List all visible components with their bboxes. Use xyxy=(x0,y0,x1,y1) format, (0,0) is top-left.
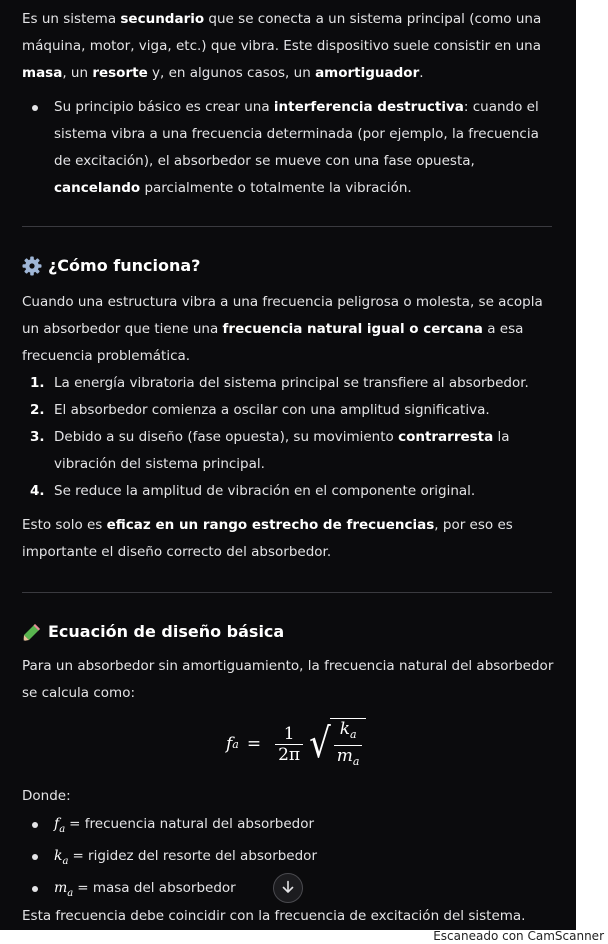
section-title: Ecuación de diseño básica xyxy=(48,622,285,641)
variable-item: $m_a$ = masa del absorbedor xyxy=(54,875,454,907)
how-it-works-paragraph: Cuando una estructura vibra a una frecuencia peligrosa o molesta, se acopla un absorbedor que tiene una frecuencia natural igual o cercana a esa frecuencia problemática. xyxy=(22,294,543,364)
step-item: 2. El absorbedor comienza a oscilar con una amplitud significativa. xyxy=(30,402,490,418)
principle-item: Su principio básico es crear una interferencia destructiva: cuando el sistema vibra a una frecuencia determinada (por ejemplo, la frecuencia de excitación), el absorbedor se mueve con una fase opuesta, cancelando parcialmente o totalmente la vibración. xyxy=(54,94,560,202)
divider xyxy=(22,592,552,593)
scroll-down-button[interactable] xyxy=(273,873,303,903)
step-item: 4. Se reduce la amplitud de vibración en el componente original. xyxy=(30,483,476,499)
natural-frequency-formula: f a = $\frac{1}{2\pi}$ √ $\frac{k_a}{m_a}$ xyxy=(226,716,366,772)
principle-list xyxy=(22,94,560,202)
variable-item: $k_a$ = rigidez del resorte del absorbedor xyxy=(54,843,454,875)
variable-item: $f_a$ = frecuencia natural del absorbedor xyxy=(54,811,454,843)
square-root: √ $\frac{k_a}{m_a}$ xyxy=(309,716,366,772)
section-heading-ecuacion xyxy=(22,620,284,644)
intro-paragraph: Es un sistema secundario que se conecta a un sistema principal (como una máquina, motor, viga, etc.) que vibra. Este dispositivo suele consistir en una masa, un resorte y, en algunos casos, un amortiguador. xyxy=(22,11,542,81)
formula-intro-paragraph: Para un absorbedor sin amortiguamiento, la frecuencia natural del absorbedor se calcula como: xyxy=(22,658,554,701)
section-heading-como-funciona xyxy=(22,254,200,278)
divider xyxy=(22,226,552,227)
section-title: ¿Cómo funciona? xyxy=(48,256,201,275)
scanner-watermark: Escaneado con CamScanner xyxy=(433,929,604,943)
pencil-icon xyxy=(22,622,42,642)
step-item: 3. Debido a su diseño (fase opuesta), su movimiento contrarresta la vibración del sistema principal. xyxy=(30,429,510,472)
donde-label: Donde: xyxy=(22,788,71,804)
gear-icon xyxy=(22,256,42,276)
arrow-down-icon xyxy=(281,879,295,898)
fraction-1-over-2pi: $\frac{1}{2\pi}$ xyxy=(275,724,303,765)
variables-list xyxy=(22,811,454,907)
step-item: 1. La energía vibratoria del sistema principal se transfiere al absorbedor. xyxy=(30,375,529,391)
steps-list xyxy=(22,370,574,505)
effectiveness-paragraph: Esto solo es eficaz en un rango estrecho de frecuencias, por eso es importante el diseño correcto del absorbedor. xyxy=(22,517,513,560)
closing-paragraph: Esta frecuencia debe coincidir con la frecuencia de excitación del sistema. xyxy=(22,908,526,924)
